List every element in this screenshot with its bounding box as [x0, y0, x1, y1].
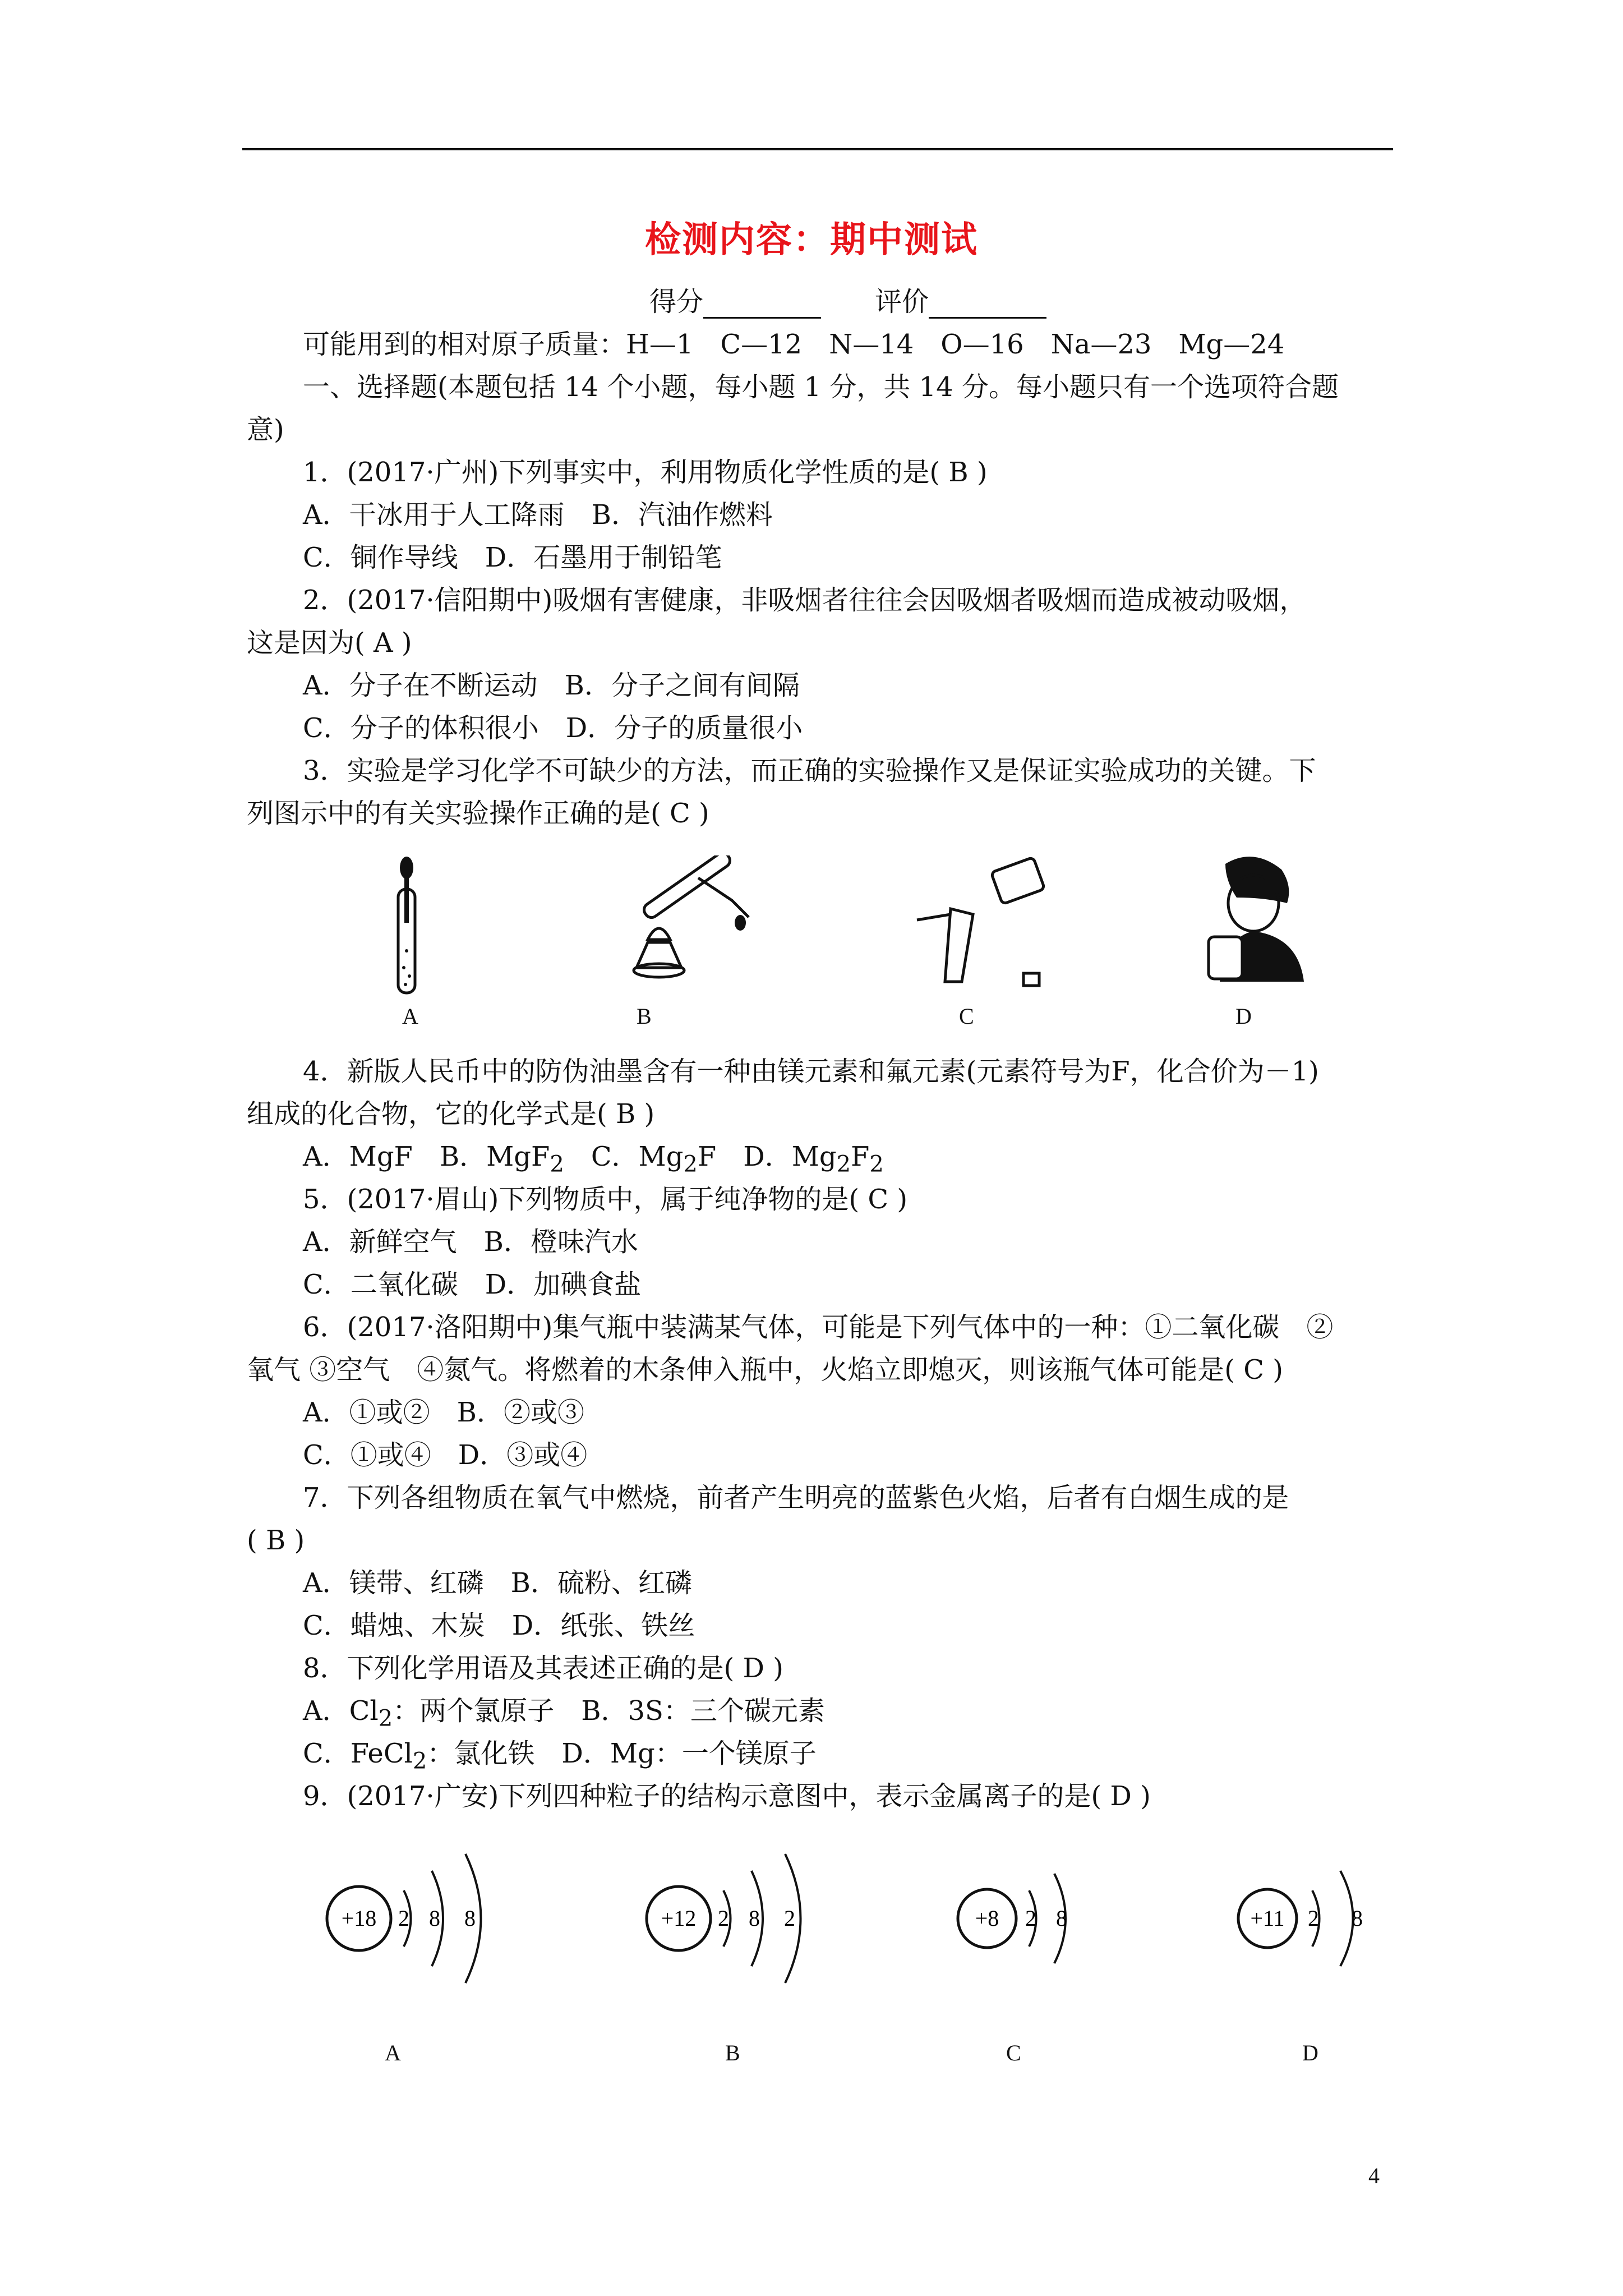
q3-figure-b-heating — [614, 855, 760, 984]
section-heading: 一、选择题(本题包括 14 个小题，每小题 1 分，共 14 分。每小题只有一个选项符合题 — [303, 371, 1339, 403]
q6-stem-cont: 氧气 ③空气 ④氮气。将燃着的木条伸入瓶中，火焰立即熄灭，则该瓶气体可能是( C ) — [247, 1354, 1283, 1386]
score-line — [649, 285, 1046, 319]
q3-stem: 3．实验是学习化学不可缺少的方法，而正确的实验操作又是保证实验成功的关键。下 — [303, 755, 1316, 786]
page-title: 检测内容：期中测试 — [645, 219, 978, 261]
q3-figure-c-pouring — [911, 853, 1057, 993]
score-label: 得分 — [649, 286, 704, 318]
q7-options-ab: A．镁带、红磷 B．硫粉、红磷 — [303, 1567, 692, 1599]
q9-c-nucleus: +8 — [975, 1906, 999, 1931]
q9-d-nucleus: +11 — [1250, 1906, 1285, 1931]
q9-c-shell-1: 2 — [1025, 1906, 1036, 1931]
q4-stem: 4．新版人民币中的防伪油墨含有一种由镁元素和氟元素(元素符号为F，化合价为－1) — [303, 1056, 1319, 1087]
q5-stem: 5．(2017·眉山)下列物质中，属于纯净物的是( C ) — [303, 1184, 908, 1215]
section-heading-cont: 意) — [247, 414, 284, 445]
q9-atom-d — [1228, 1862, 1391, 1986]
q5-options-cd: C．二氧化碳 D．加碘食盐 — [303, 1269, 642, 1300]
q7-stem-cont: ( B ) — [247, 1525, 305, 1556]
atomic-mass-line: 可能用到的相对原子质量：H—1 C—12 N—14 O—16 Na—23 Mg—24 — [303, 329, 1285, 360]
q2-stem-cont: 这是因为( A ) — [247, 627, 412, 659]
q9-b-nucleus: +12 — [661, 1906, 697, 1931]
q9-atom-b — [634, 1846, 824, 1991]
q9-label-a: A — [385, 2040, 401, 2065]
q7-options-cd: C．蜡烛、木炭 D．纸张、铁丝 — [303, 1610, 695, 1641]
q2-stem: 2．(2017·信阳期中)吸烟有害健康，非吸烟者往往会因吸烟者吸烟而造成被动吸烟， — [303, 585, 1307, 616]
q3-figure-d-smelling — [1197, 853, 1310, 982]
q9-c-shell-2: 8 — [1056, 1906, 1067, 1931]
q3-label-b: B — [637, 1004, 652, 1029]
q7-stem: 7．下列各组物质在氧气中燃烧，前者产生明亮的蓝紫色火焰，后者有白烟生成的是 — [303, 1482, 1289, 1513]
q3-stem-cont: 列图示中的有关实验操作正确的是( C ) — [247, 798, 709, 829]
q2-options-ab: A．分子在不断运动 B．分子之间有间隔 — [303, 670, 800, 701]
q3-label-d: D — [1235, 1004, 1252, 1029]
q8-options-ab: A．$Cl_2$：两个氯原子 B．3S：三个碳元素 — [303, 1695, 825, 1732]
q5-options-ab: A．新鲜空气 B．橙味汽水 — [303, 1226, 638, 1258]
q2-options-cd: C．分子的体积很小 D．分子的质量很小 — [303, 712, 803, 744]
q9-b-shell-1: 2 — [718, 1906, 729, 1931]
q1-options-ab: A．干冰用于人工降雨 B．汽油作燃料 — [303, 499, 773, 531]
q1-stem: 1．(2017·广州)下列事实中，利用物质化学性质的是( B ) — [303, 457, 988, 488]
q9-label-d: D — [1302, 2040, 1318, 2065]
q9-b-shell-3: 2 — [784, 1906, 795, 1931]
q6-stem: 6．(2017·洛阳期中)集气瓶中装满某气体，可能是下列气体中的一种：①二氧化碳 ② — [303, 1312, 1334, 1343]
q9-a-shell-1: 2 — [398, 1906, 409, 1931]
q9-stem: 9．(2017·广安)下列四种粒子的结构示意图中，表示金属离子的是( D ) — [303, 1780, 1151, 1812]
q4-stem-cont: 组成的化合物，它的化学式是( B ) — [247, 1098, 655, 1130]
q9-atom-a — [314, 1846, 505, 1991]
q6-options-cd: C．①或④ D．③或④ — [303, 1439, 588, 1471]
q8-options-cd: C．FeCl$_2$：氯化铁 D．Mg：一个镁原子 — [303, 1738, 817, 1774]
q9-d-shell-2: 8 — [1352, 1906, 1363, 1931]
q3-figure-a-dropper — [387, 855, 426, 996]
q9-b-shell-2: 8 — [749, 1906, 760, 1931]
q4-options: A．MgF B．MgF$_2$ C．$Mg_2F$ D．$Mg_2F_2$ — [303, 1141, 884, 1177]
q9-label-c: C — [1006, 2040, 1021, 2065]
q6-options-ab: A．①或② B．②或③ — [303, 1397, 584, 1428]
q9-label-b: B — [725, 2040, 740, 2065]
q9-a-shell-2: 8 — [429, 1906, 440, 1931]
q3-label-a: A — [402, 1004, 418, 1029]
header-rule — [242, 148, 1393, 150]
q9-a-nucleus: +18 — [341, 1906, 377, 1931]
q1-options-cd: C．铜作导线 D．石墨用于制铅笔 — [303, 542, 722, 573]
score-blank — [703, 291, 821, 319]
q9-a-shell-3: 8 — [464, 1906, 476, 1931]
q3-label-c: C — [959, 1004, 974, 1029]
evaluation-label: 评价 — [875, 286, 929, 318]
q9-d-shell-1: 2 — [1308, 1906, 1319, 1931]
q8-stem: 8．下列化学用语及其表述正确的是( D ) — [303, 1653, 783, 1684]
q9-atom-c — [948, 1862, 1105, 1986]
page-number: 4 — [1368, 2163, 1380, 2188]
evaluation-blank — [929, 291, 1046, 319]
